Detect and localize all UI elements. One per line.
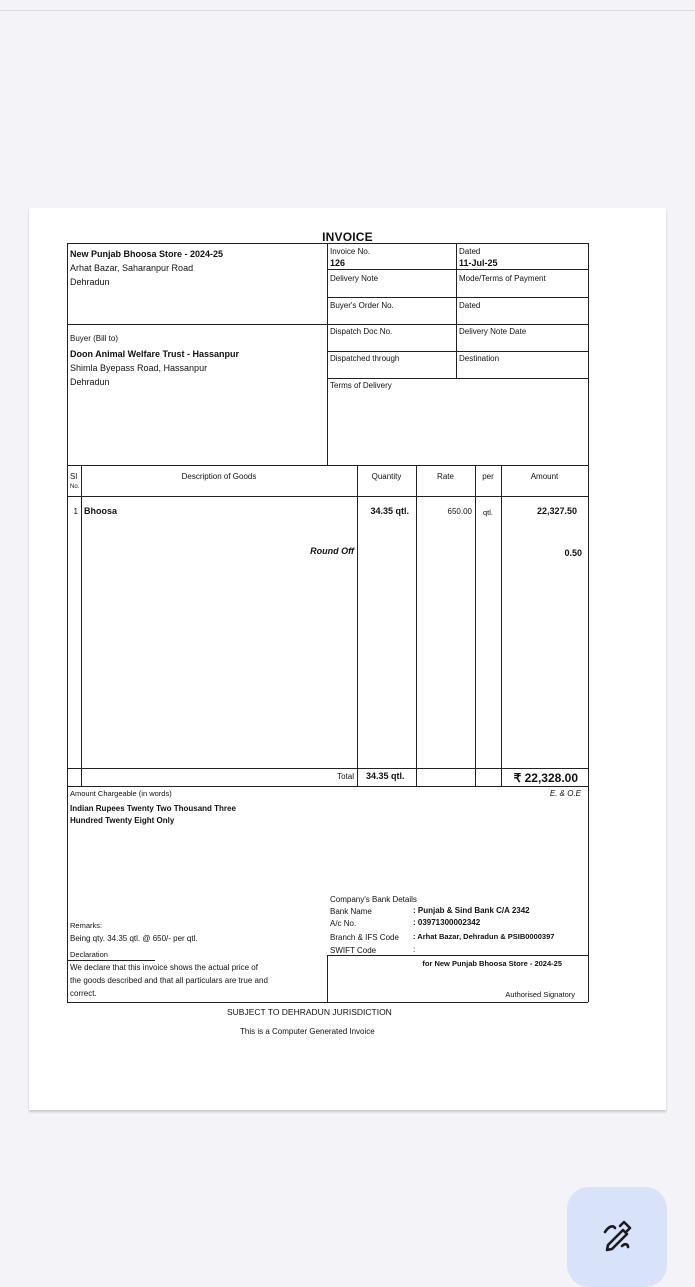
row-amount: 22,327.50 [536,506,577,516]
remarks-text: Being qty. 34.35 qtl. @ 650/- per qtl. [70,934,198,943]
header-description: Description of Goods [181,472,257,481]
bank-name: : Punjab & Sind Bank C/A 2342 [413,906,530,915]
edit-fab-button[interactable] [567,1187,667,1287]
for-company: for New Punjab Bhoosa Store - 2024-25 [422,959,562,968]
remarks-label: Remarks: [70,921,103,930]
round-off-amount: 0.50 [564,548,582,558]
total-amount: ₹ 22,328.00 [513,771,578,785]
meta-row-5 [327,378,588,379]
header-quantity: Quantity [371,472,402,481]
swift-label: SWIFT Code [330,946,377,955]
dated-value: 11-Jul-25 [459,258,498,268]
buyer-name: Doon Animal Welfare Trust - Hassanpur [70,349,240,359]
invoice-title: INVOICE [322,230,373,244]
edit-pen-icon [600,1218,634,1257]
frame-right [588,243,589,1002]
invoice-no-label: Invoice No. [330,247,371,256]
row-rate: 650.00 [447,507,472,516]
meta-row-2 [327,297,588,298]
seller-address-2: Dehradun [70,277,110,287]
dispatched-through-label: Dispatched through [330,354,400,363]
frame-left [67,243,68,1002]
top-app-bar [0,0,695,11]
bank-name-label: Bank Name [330,907,372,916]
buyer-address-1: Shimla Byepass Road, Hassanpur [70,363,208,373]
total-quantity: 34.35 qtl. [366,771,405,781]
terms-delivery-label: Terms of Delivery [330,381,392,390]
header-sl: Sl [70,472,78,481]
meta-row-4 [327,351,588,352]
row-description: Bhoosa [84,506,118,516]
total-label: Total [337,772,354,781]
amount-words-line-1: Indian Rupees Twenty Two Thousand Three [70,804,236,813]
signature-box-top [327,955,588,956]
account-number: : 03971300002342 [413,918,481,927]
amount-words-line-2: Hundred Twenty Eight Only [70,816,175,825]
table-total-bottom [67,786,588,787]
bank-heading: Company's Bank Details [330,895,417,904]
declaration-line-2: the goods described and that all particulars are true and [70,976,268,985]
declaration-line-1: We declare that this invoice shows the actual price of [70,963,258,972]
mode-terms-label: Mode/Terms of Payment [459,274,546,283]
declaration-label: Declaration [70,950,108,959]
signature-box-left [327,955,328,1002]
computer-generated-text: This is a Computer Generated Invoice [240,1027,375,1036]
delivery-note-date-label: Delivery Note Date [459,327,527,336]
dispatch-doc-label: Dispatch Doc No. [330,327,393,336]
header-rate: Rate [437,472,454,481]
header-per: per [482,472,494,481]
row-quantity: 34.35 qtl. [370,506,409,516]
invoice-page [29,208,666,1110]
eoe-text: E. & O.E [549,789,581,798]
branch-label: Branch & IFS Code [330,933,399,942]
seller-name: New Punjab Bhoosa Store - 2024-25 [70,249,224,259]
buyer-address-2: Dehradun [70,377,110,387]
account-label: A/c No. [330,919,357,928]
header-amount: Amount [530,472,559,481]
order-dated-label: Dated [459,301,481,310]
header-divider [327,243,328,465]
buyers-order-label: Buyer's Order No. [330,301,394,310]
table-top [67,465,588,466]
row-sl: 1 [73,507,78,516]
invoice-no: 126 [330,258,346,268]
col-sl-divider [81,465,82,786]
round-off-label: Round Off [310,546,354,556]
dated-label: Dated [459,247,481,256]
authorised-signatory: Authorised Signatory [505,990,575,999]
meta-row-3 [327,324,588,325]
table-total-top [67,768,588,769]
frame-bottom [67,1002,588,1003]
amount-words-label: Amount Chargeable (in words) [70,789,172,798]
meta-row-1 [327,269,588,270]
declaration-line-3: correct. [70,989,97,998]
table-header-bottom [67,496,588,497]
jurisdiction-text: SUBJECT TO DEHRADUN JURISDICTION [227,1007,392,1017]
header-no: No. [70,484,80,490]
row-per: qtl. [482,508,493,517]
swift-value: : [413,945,416,954]
branch-value: : Arhat Bazar, Dehradun & PSIB0000397 [413,932,555,941]
meta-divider [456,243,457,379]
declaration-underline [67,960,155,961]
seller-buyer-divider [67,324,327,325]
destination-label: Destination [459,354,500,363]
seller-address-1: Arhat Bazar, Saharanpur Road [70,263,194,273]
buyer-label: Buyer (Bill to) [70,334,119,343]
delivery-note-label: Delivery Note [330,274,379,283]
